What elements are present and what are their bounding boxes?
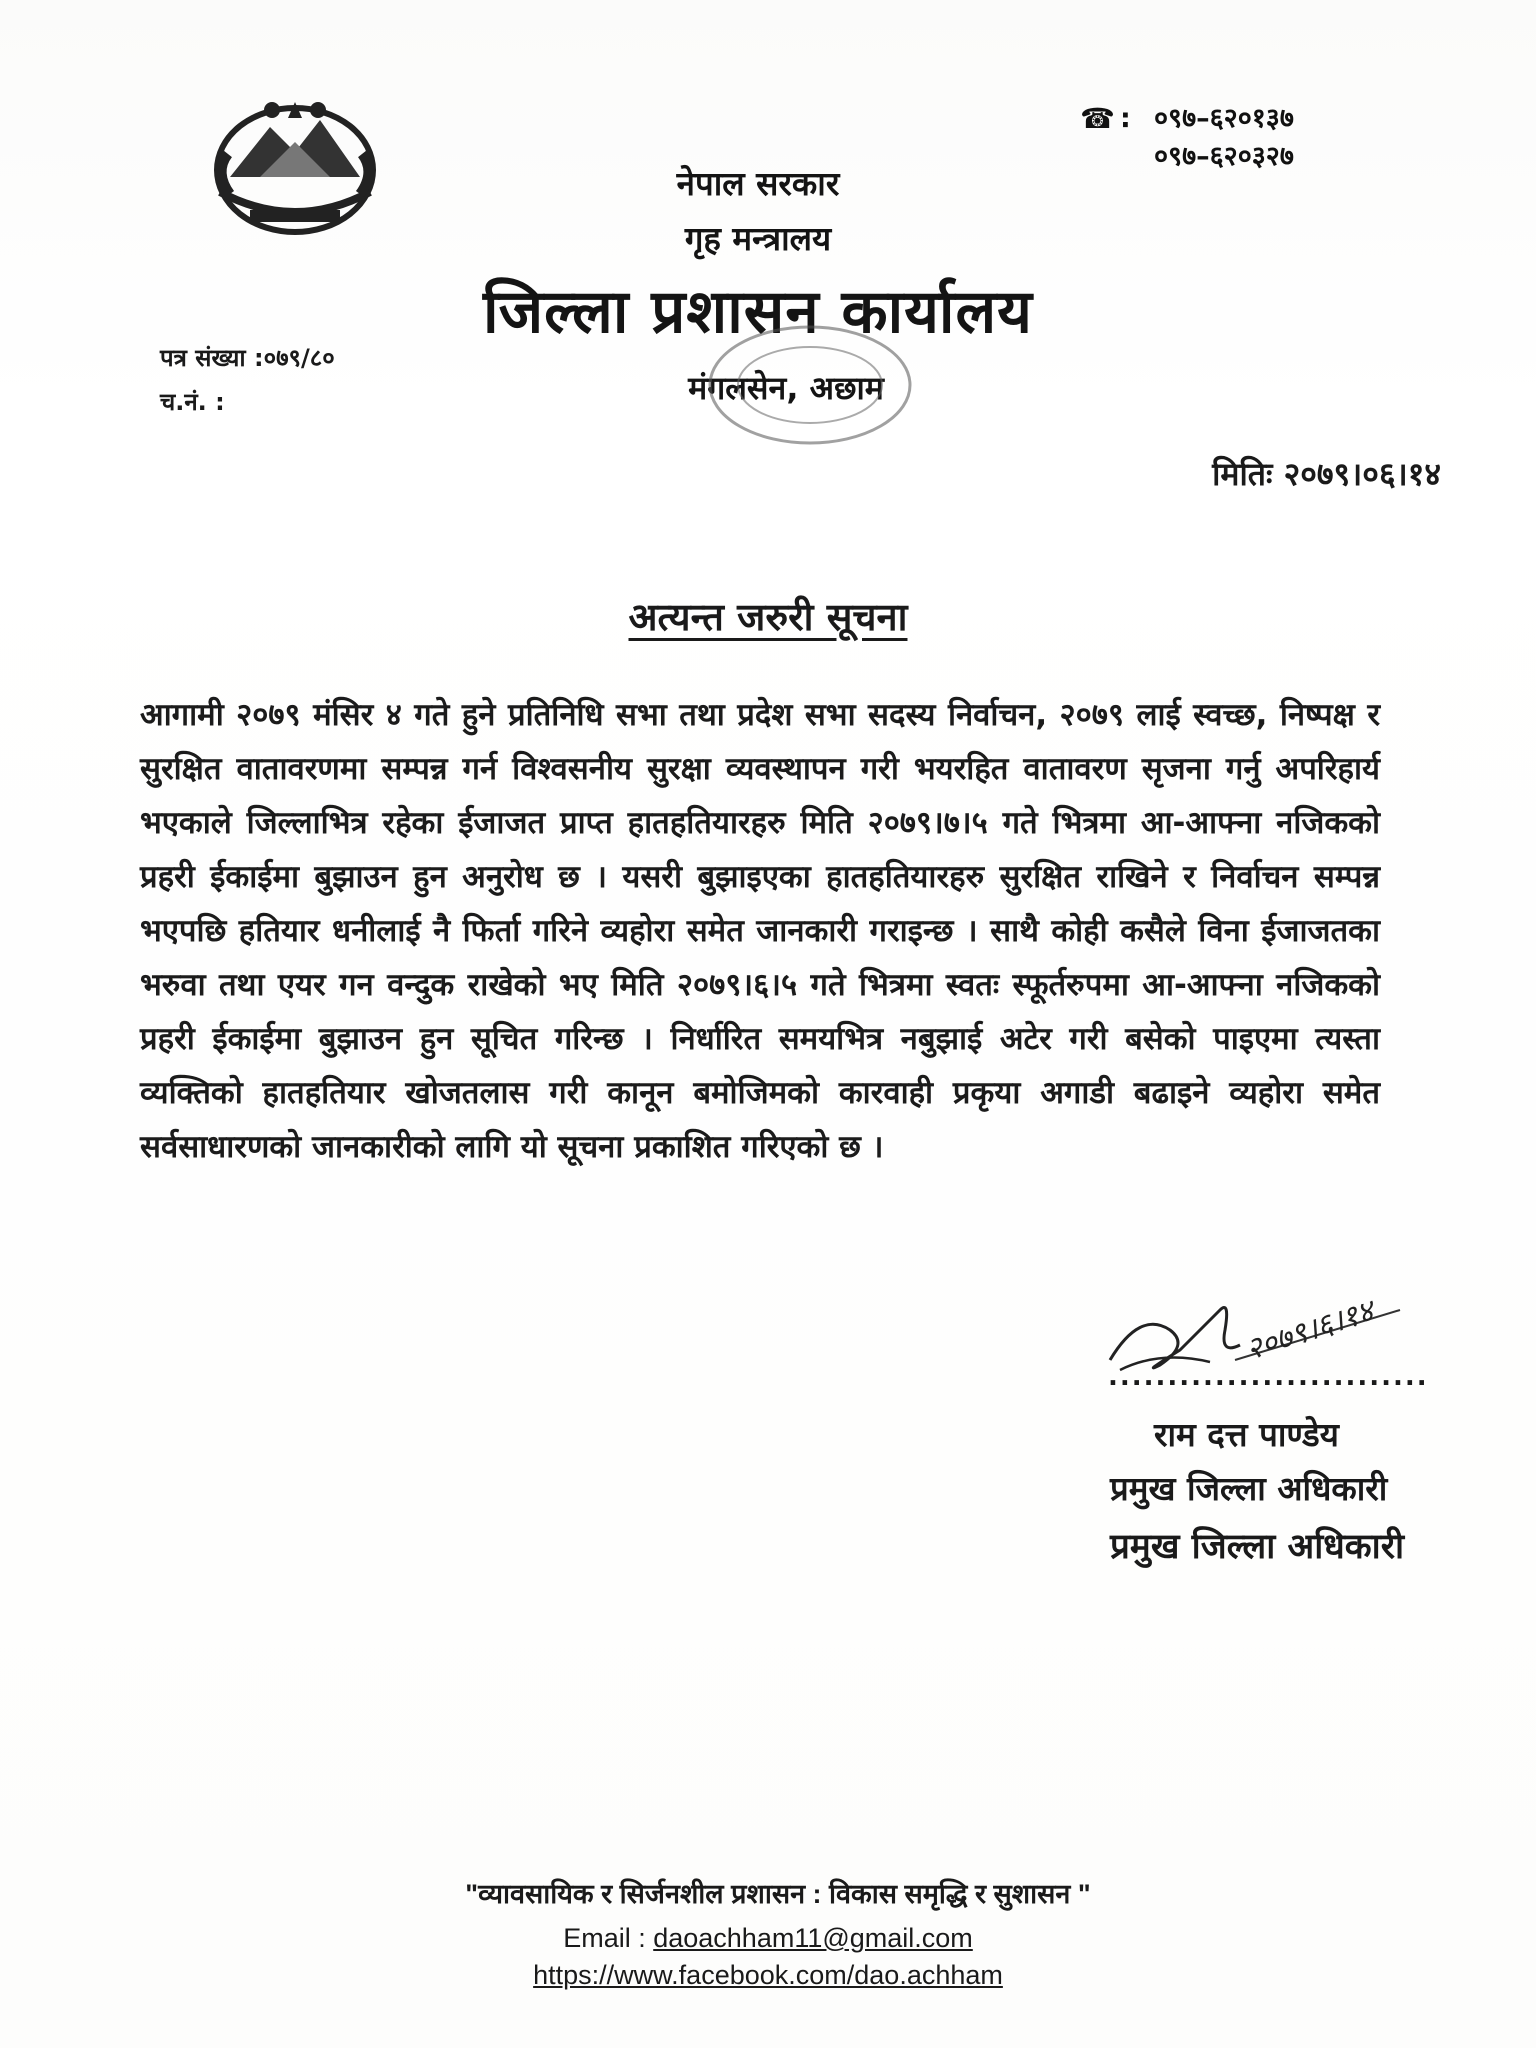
email-label: Email : (563, 1923, 654, 1953)
signature-date: २०७९।६।१४ (1241, 1293, 1378, 1368)
email-line (0, 1923, 1536, 1954)
signer-block (1110, 1408, 1404, 1574)
phone-number-1: ०९७–६२०१३७ (1154, 103, 1294, 134)
telephone-icon: ☎ (1080, 102, 1115, 135)
signature-line: ........................... (1108, 1362, 1429, 1392)
email-link[interactable]: daoachham11@gmail.com (653, 1923, 973, 1953)
signer-name: राम दत्त पाण्डेय (1154, 1415, 1339, 1454)
designation-stamp: प्रमुख जिल्ला अधिकारी (1110, 1527, 1405, 1567)
signer-designation: प्रमुख जिल्ला अधिकारी (1110, 1469, 1388, 1508)
office-motto: "व्यावसायिक र सिर्जनशील प्रशासन : विकास समृद्धि र सुशासन " (465, 1879, 1091, 1909)
government-heading: नेपाल सरकार (676, 164, 840, 203)
dispatch-number: च.नं. : (160, 388, 225, 416)
office-heading: जिल्ला प्रशासन कार्यालय (483, 277, 1033, 347)
phone-number-2: ०९७–६२०३२७ (1154, 141, 1294, 172)
phone-separator: : (1120, 103, 1131, 134)
ministry-heading: गृह मन्त्रालय (684, 219, 832, 258)
office-stamp-icon (700, 320, 920, 450)
letter-number: पत्र संख्या :०७९/८० (160, 344, 335, 372)
reference-block (160, 336, 335, 424)
footer (0, 1874, 1536, 1991)
letter-date: मितिः २०७९।०६।१४ (1212, 455, 1441, 493)
facebook-link[interactable]: https://www.facebook.com/dao.achham (533, 1960, 1003, 1990)
notice-title: अत्यन्त जरुरी सूचना (628, 595, 908, 639)
office-location: मंगलसेन, अछाम (688, 369, 884, 407)
notice-body: आगामी २०७९ मंसिर ४ गते हुने प्रतिनिधि सभा तथा प्रदेश सभा सदस्य निर्वाचन, २०७९ लाई स्वच्छ, निष्पक्ष र सुरक्षित वातावरणमा सम्पन्न गर्न विश्वसनीय सुरक्षा व्यवस्थापन गरी भयरहित वातावरण सृजना गर्नु अपरिहार्य भएकाले जिल्लाभित्र रहेका ईजाजत प्राप्त हातहतियारहरु मिति २०७९।७।५ गते भित्रमा आ-आफ्ना नजिकको प्रहरी ईकाईमा बुझाउन हुन अनुरोध छ । यसरी बुझाइएका हातहतियारहरु सुरक्षित राखिने र निर्वाचन सम्पन्न भएपछि हतियार धनीलाई नै फिर्ता गरिने व्यहोरा समेत जानकारी गराइन्छ । साथै कोही कसैले विना ईजाजतका भरुवा तथा एयर गन वन्दुक राखेको भए मिति २०७९।६।५ गते भित्रमा स्वतः स्फूर्तरुपमा आ-आफ्ना नजिकको प्रहरी ईकाईमा बुझाउन हुन सूचित गरिन्छ । निर्धारित समयभित्र नबुझाई अटेर गरी बसेको पाइएमा त्यस्ता व्यक्तिको हातहतियार खोजतलास गरी कानून बमोजिमको कारवाही प्रकृया अगाडी बढाइने व्यहोरा समेत सर्वसाधारणको जानकारीको लागि यो सूचना प्रकाशित गरिएको छ । (140, 697, 1380, 1165)
